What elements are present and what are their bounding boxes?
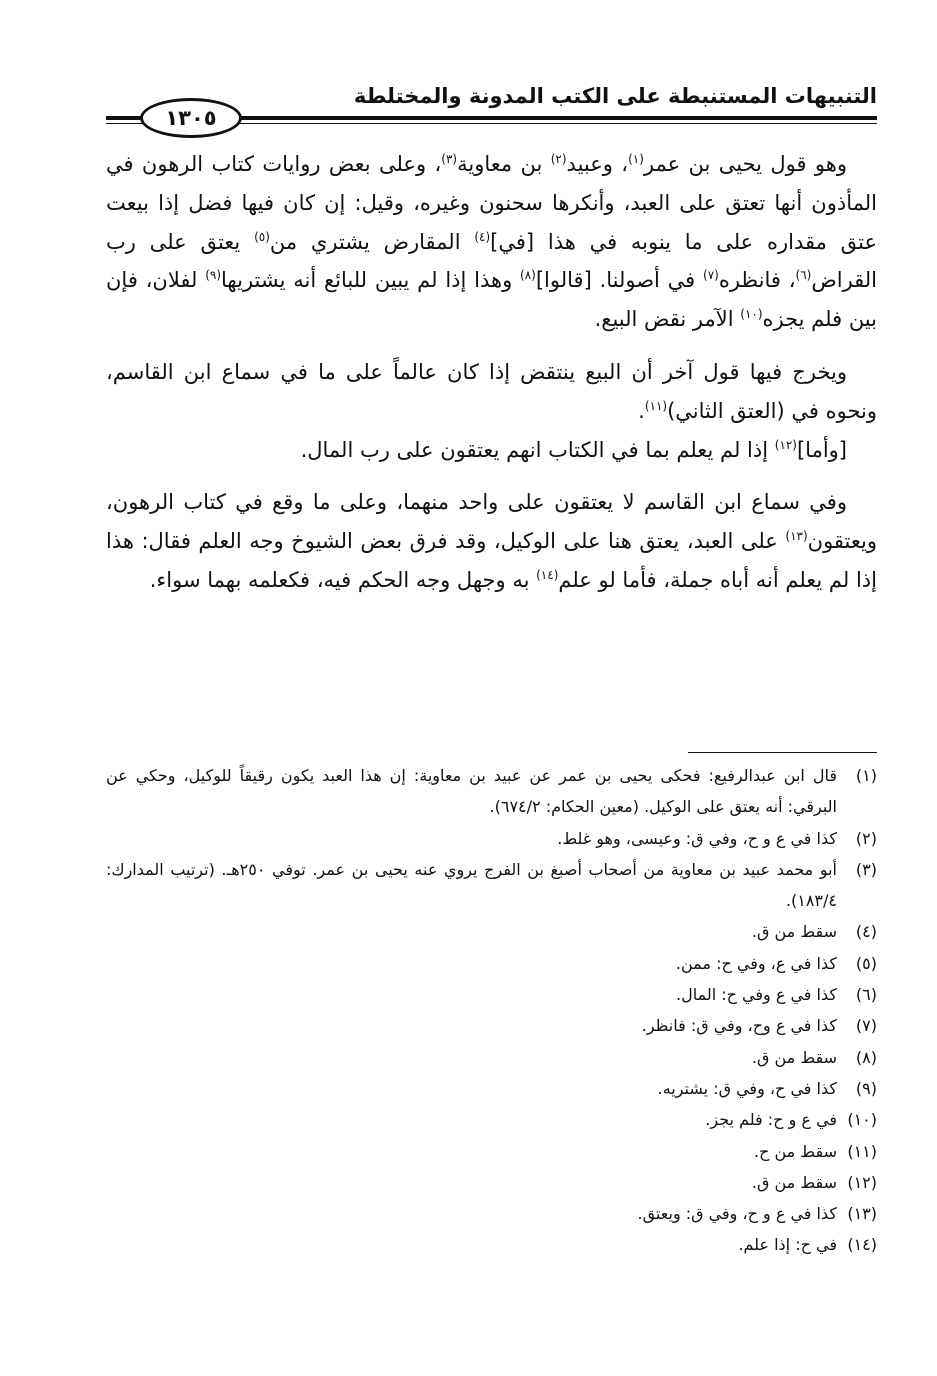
footnote-text: سقط من ق.	[751, 1047, 837, 1067]
footnote	[106, 1104, 877, 1135]
footnote-number: (٧)	[855, 1016, 877, 1036]
footnote	[106, 760, 877, 823]
footnote-ref: (١٤)	[536, 567, 559, 582]
main-text	[106, 145, 877, 600]
text-run: ، فانظره	[718, 268, 796, 293]
running-header-title: التنبيهات المستنبطة على الكتب المدونة والمختلطة	[353, 84, 877, 108]
footnote	[106, 948, 877, 979]
text-run: إذا لم يعلم بما في الكتاب انهم يعتقون على رب المال.	[300, 437, 775, 462]
footnote-text: كذا في ع و ح، وفي ق: ويعتق.	[637, 1204, 837, 1224]
footnote	[106, 1167, 877, 1198]
text-run: في أصولنا. [قالوا]	[535, 268, 704, 293]
footnote-text: قال ابن عبدالرفيع: فحكى يحيى بن عمر عن عبيد بن معاوية: إن هذا العبد يكون رقيقاً للوكيل، وحكي عن البرقي: أنه يعتق على الوكيل. (معين الحكام: ٦٧٤/٢).	[106, 766, 837, 817]
footnote	[106, 916, 877, 947]
footnote-separator	[688, 752, 877, 753]
footnote-ref: (٨)	[520, 268, 536, 283]
footnote-number: (١٤)	[847, 1235, 877, 1255]
footnote-number: (٨)	[855, 1047, 877, 1067]
footnotes	[106, 760, 877, 1261]
footnote-number: (٣)	[855, 859, 877, 879]
footnote-number: (٩)	[855, 1078, 877, 1098]
footnote-text: في ع و ح: فلم يجز.	[705, 1110, 837, 1130]
footnote	[106, 1073, 877, 1104]
footnote-text: كذا في ع و ح، وفي ق: وعيسى، وهو غلط.	[557, 828, 837, 848]
text-run: على العبد، يعتق هنا على الوكيل، وقد فرق بعض الشيوخ وجه العلم فقال: هذا إذا لم يعلم أنه أباه جملة، فأما لو علم	[106, 529, 877, 592]
footnote-text: كذا في ع، وفي ح: ممن.	[675, 953, 837, 973]
text-run: المقارض يشتري من	[269, 229, 475, 254]
footnote-number: (٦)	[855, 985, 877, 1005]
footnote-ref: (١١)	[644, 398, 668, 413]
paragraph-3	[106, 431, 877, 470]
footnote	[106, 1010, 877, 1041]
text-run: وفي سماع ابن القاسم لا يعتقون على واحد منهما، وعلى ما وقع في كتاب الرهون، ويعتقون	[106, 490, 877, 554]
footnote-text: كذا في ع وفي ح: المال.	[675, 985, 837, 1005]
footnote-text: كذا في ع وح، وفي ق: فانظر.	[641, 1016, 837, 1036]
footnote-number: (٤)	[855, 922, 877, 942]
footnote-number: (١)	[855, 766, 877, 785]
text-run: لفلان، فإن بين فلم يجزه	[106, 268, 877, 332]
footnote-ref: (١٢)	[774, 437, 797, 452]
paragraph-1	[106, 145, 877, 339]
footnote-ref: (٤)	[474, 229, 491, 244]
text-run: ، وعلى بعض روايات كتاب الرهون في المأذون أنها تعتق على العبد، وأنكرها سحنون وغيره، وقيل: إن كان فيها فضل إذا بيعت عتق مقداره على ما ينوبه في هذا [في]	[106, 152, 878, 254]
footnote-text: كذا في ح، وفي ق: يشتريه.	[657, 1078, 837, 1098]
text-run: وهذا إذا لم يبين للبائع أنه يشتريها	[221, 268, 521, 293]
footnote-number: (١٠)	[847, 1110, 877, 1130]
footnote-ref: (١٠)	[740, 307, 763, 322]
footnote-ref: (١٣)	[785, 529, 808, 544]
footnote-number: (١١)	[847, 1141, 877, 1161]
footnote-text: في ح: إذا علم.	[738, 1235, 837, 1255]
text-run: [وأما]	[796, 437, 847, 462]
text-run: الآمر نقض البيع.	[594, 307, 741, 332]
footnote	[106, 1229, 877, 1260]
text-run: يعتق على رب القراض	[106, 229, 878, 293]
text-run: ويخرج فيها قول آخر أن البيع ينتقض إذا كان عالماً على ما في سماع ابن القاسم، ونحوه في (العتق الثاني)	[106, 359, 877, 423]
footnote-ref: (٣)	[441, 152, 458, 166]
footnote-text: سقط من ق.	[751, 922, 837, 942]
footnote-text: سقط من ق.	[751, 1172, 837, 1192]
footnote-number: (١٣)	[847, 1204, 877, 1224]
page-number-badge: ١٣٠٥	[140, 98, 242, 138]
footnote-ref: (٢)	[550, 152, 567, 166]
footnote-text: أبو محمد عبيد بن معاوية من أصحاب أصبغ بن الفرج يروي عنه يحيى بن عمر. توفي ٢٥٠هـ. (ترتيب المدارك: ١٨٣/٤).	[106, 859, 838, 911]
footnote-text: سقط من ح.	[753, 1141, 837, 1161]
footnote	[106, 1198, 877, 1229]
text-run: به وجهل وجه الحكم فيه، فكعلمه بهما سواء.	[149, 567, 537, 592]
footnote-ref: (٦)	[795, 268, 812, 283]
footnote	[106, 1042, 877, 1073]
text-run: .	[638, 398, 645, 423]
text-run: ، وعبيد	[566, 152, 629, 176]
paragraph-4	[106, 483, 877, 599]
text-run: وهو قول يحيى بن عمر	[643, 152, 847, 176]
footnote-number: (٢)	[855, 828, 877, 848]
footnote-number: (١٢)	[847, 1172, 877, 1192]
footnote-number: (٥)	[855, 953, 877, 973]
footnote	[106, 823, 877, 854]
footnote-ref: (٩)	[205, 268, 222, 283]
footnote	[106, 1136, 877, 1167]
footnote-ref: (٧)	[703, 268, 719, 283]
text-run: بن معاوية	[457, 152, 551, 176]
footnote-ref: (٥)	[254, 229, 270, 244]
footnote	[106, 979, 877, 1010]
footnote	[106, 854, 877, 917]
paragraph-2	[106, 353, 877, 431]
footnote-ref: (١)	[628, 152, 644, 166]
